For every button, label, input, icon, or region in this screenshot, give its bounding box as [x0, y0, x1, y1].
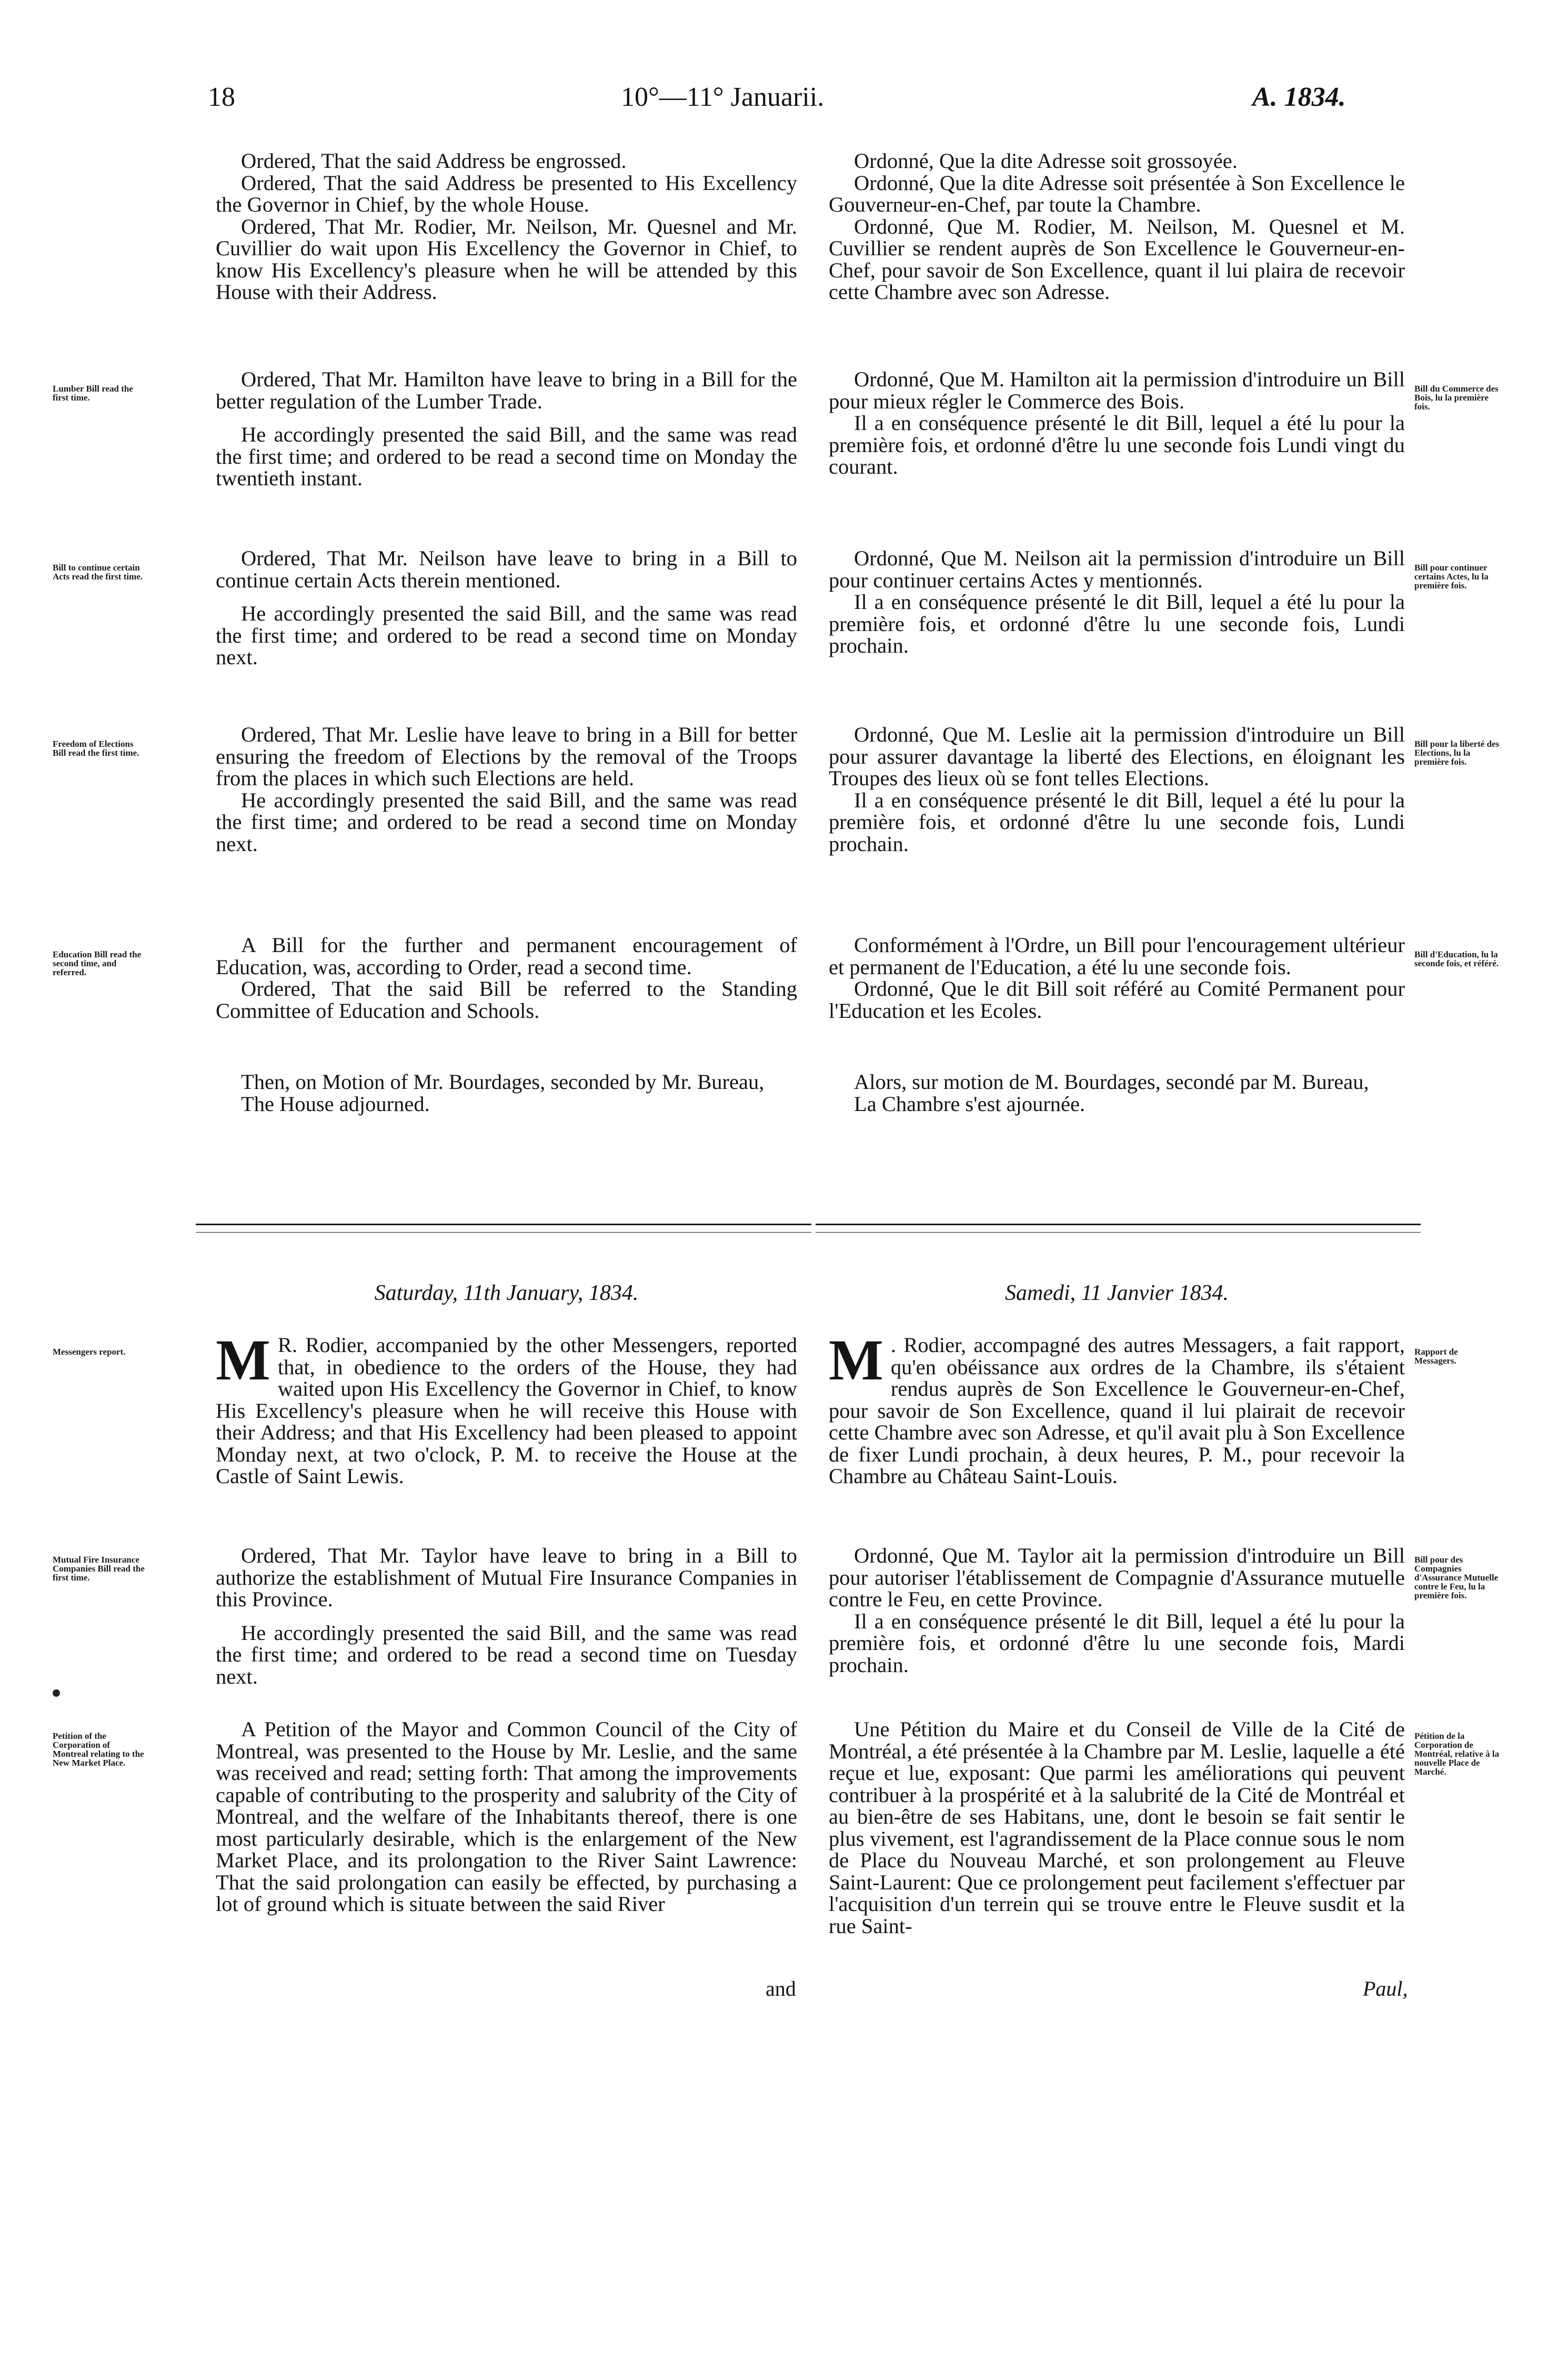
fr-paragraph: Ordonné, Que M. Leslie ait la permission d'introduire un Bill pour assurer davantage la liberté des Elections, en éloignant les Troupes des lieux où se font telles Elections.: [829, 723, 1405, 790]
fr-block-fire-insurance: [829, 1545, 1405, 1676]
margin-note-right: Bill pour des Compagnies d'Assurance Mutuelle contre le Feu, lu la première fois.: [1414, 1555, 1499, 1600]
fr-block-elections: [829, 724, 1405, 855]
fr-block-education: [829, 934, 1405, 1022]
fr-catchword: Paul,: [1363, 1977, 1408, 2000]
fr-block-adjourn: [829, 1071, 1405, 1115]
margin-note-right: Bill d'Education, lu la seconde fois, et référé.: [1414, 949, 1499, 968]
en-paragraph: Ordered, That the said Address be engrossed.: [241, 149, 627, 173]
en-block-address: [216, 150, 797, 303]
fr-paragraph: Il a en conséquence présenté le dit Bill, lequel a été lu pour la première fois, et ordonné d'être lu une seconde fois, Lundi prochain.: [829, 590, 1405, 657]
en-paragraph: Ordered, That Mr. Taylor have leave to bring in a Bill to authorize the establishment of Mutual Fire Insurance Companies in this Province.: [216, 1544, 797, 1611]
en-paragraph: Ordered, That the said Bill be referred to the Standing Committee of Education and Schools.: [216, 977, 797, 1023]
fr-paragraph: Alors, sur motion de M. Bourdages, secondé par M. Bureau,: [854, 1070, 1369, 1094]
page-number: 18: [208, 82, 235, 112]
en-block-continue-acts: [216, 547, 797, 668]
en-block-adjourn: [216, 1071, 797, 1115]
fr-paragraph: Ordonné, Que la dite Adresse soit présentée à Son Excellence le Gouverneur-en-Chef, par toute la Chambre.: [829, 171, 1405, 216]
en-paragraph: R. Rodier, accompanied by the other Messengers, reported that, in obedience to the orders of the House, they had waited upon His Excellency the Governor in Chief, to know His Excellency's pleasure when he will receive this House with their Address; and that His Excellency had been pleased to appoint Monday next, at two o'clock, P. M. to receive the House at the Castle of Saint Lewis.: [216, 1333, 797, 1488]
running-year: A. 1834.: [1252, 82, 1346, 112]
margin-note-right: Bill pour la liberté des Elections, lu la première fois.: [1414, 739, 1500, 767]
section-rule: [196, 1224, 811, 1233]
en-paragraph: He accordingly presented the said Bill, and the same was read the first time; and ordered to be read a second time on Tuesday next.: [216, 1620, 797, 1688]
fr-paragraph: Une Pétition du Maire et du Conseil de Ville de la Cité de Montréal, a été présentée à la Chambre par M. Leslie, laquelle a été reçue et lue, exposant: Que parmi les améliorations qui peuvent contribuer à la prospérité et à la salubrité de la Cité de Montréal et au bien-être de ses Habitans, une, dont le besoin se fait sentir le plus vivement, est l'agrandissement de la Place connue sous le nom de Place du Nouveau Marché, et son prolongement au Fleuve Saint-Laurent: Que ce prolongement peut facilement s'effectuer par l'acquisition d'un terrein qui se trouve entre le Fleuve susdit et la rue Saint-: [829, 1717, 1405, 1938]
en-block-lumber: [216, 368, 797, 489]
en-block-elections: [216, 724, 797, 855]
margin-note-right: Rapport de Messagers.: [1414, 1347, 1458, 1366]
en-paragraph: Ordered, That Mr. Rodier, Mr. Neilson, Mr. Quesnel and Mr. Cuvillier do wait upon His Excellency the Governor in Chief, to know His Excellency's pleasure when he will be attended by this House with their Address.: [216, 214, 797, 304]
en-paragraph: Ordered, That Mr. Hamilton have leave to bring in a Bill for the better regulation of the Lumber Trade.: [216, 367, 797, 413]
fr-paragraph: Ordonné, Que M. Rodier, M. Neilson, M. Quesnel et M. Cuvillier se rendent auprès de Son Excellence le Gouverneur-en-Chef, pour savoir de Son Excellence, quant il lui plaira de recevoir cette Chambre avec son Adresse.: [829, 214, 1405, 304]
en-paragraph: Then, on Motion of Mr. Bourdages, seconded by Mr. Bureau,: [241, 1070, 765, 1094]
fr-paragraph: Ordonné, Que le dit Bill soit référé au Comité Permanent pour l'Education et les Ecoles.: [829, 977, 1405, 1023]
margin-note-left: Mutual Fire Insurance Companies Bill read the first time.: [53, 1555, 145, 1583]
fr-paragraph: Il a en conséquence présenté le dit Bill, lequel a été lu pour la première fois, et ordonné d'être lu une seconde fois Lundi vingt du courant.: [829, 411, 1405, 478]
en-paragraph: He accordingly presented the said Bill, and the same was read the first time; and ordered to be read a second time on Monday the twentieth instant.: [216, 423, 797, 490]
margin-note-left: Education Bill read the second time, and referred.: [53, 949, 142, 977]
en-paragraph: He accordingly presented the said Bill, and the same was read the first time; and ordered to be read a second time on Monday next.: [216, 788, 797, 856]
running-date: 10°—11° Januarii.: [621, 82, 825, 112]
en-block-petition: [216, 1718, 797, 1915]
page-header: [0, 82, 1568, 129]
en-paragraph: A Bill for the further and permanent encouragement of Education, was, according to Order, read a second time.: [216, 933, 797, 979]
margin-note-right: Bill du Commerce des Bois, lu la première fois.: [1414, 384, 1499, 412]
ink-mark: [53, 1689, 60, 1697]
fr-paragraph: Ordonné, Que M. Hamilton ait la permission d'introduire un Bill pour mieux régler le Commerce des Bois.: [829, 367, 1405, 413]
margin-note-right: Bill pour continuer certains Actes, lu la première fois.: [1414, 563, 1489, 591]
margin-note-left: Bill to continue certain Acts read the first time.: [53, 563, 143, 582]
fr-paragraph: Il a en conséquence présenté le dit Bill, lequel a été lu pour la première fois, et ordonné d'être lu une seconde fois, Lundi prochain.: [829, 788, 1405, 856]
fr-block-lumber: [829, 368, 1405, 478]
en-block-fire-insurance: [216, 1545, 797, 1687]
fr-block-continue-acts: [829, 547, 1405, 657]
margin-note-right: Pétition de la Corporation de Montréal, relative à la nouvelle Place de Marché.: [1414, 1731, 1500, 1777]
en-catchword: and: [766, 1977, 796, 2000]
fr-paragraph: La Chambre s'est ajournée.: [854, 1092, 1085, 1116]
fr-block-address: [829, 150, 1405, 303]
en-paragraph: Ordered, That Mr. Leslie have leave to bring in a Bill for better ensuring the freedom of Elections by the removal of the Troops from the places in which such Elections are held.: [216, 723, 797, 790]
section-rule: [816, 1224, 1421, 1233]
margin-note-left: Freedom of Elections Bill read the first time.: [53, 739, 139, 758]
en-paragraph: The House adjourned.: [241, 1092, 430, 1116]
margin-note-left: Lumber Bill read the first time.: [53, 384, 133, 403]
drop-cap: M: [216, 1328, 270, 1392]
en-block-messengers: [216, 1328, 797, 1488]
fr-paragraph: . Rodier, accompagné des autres Messagers, a fait rapport, qu'en obéissance aux ordres de la Chambre, ils s'étaient rendus auprès de Son Excellence le Gouverneur-en-Chef, pour savoir de Son Excellence, quand il lui plairait de recevoir cette Chambre avec son Adresse, et qu'il avait plu à Son Excellence de fixer Lundi prochain, à deux heures, P. M., pour recevoir la Chambre au Château Saint-Louis.: [829, 1333, 1405, 1488]
fr-paragraph: Ordonné, Que M. Neilson ait la permission d'introduire un Bill pour continuer certains Actes y mentionnés.: [829, 546, 1405, 592]
fr-block-petition: [829, 1718, 1405, 1937]
en-block-education: [216, 934, 797, 1022]
en-paragraph: A Petition of the Mayor and Common Council of the City of Montreal, was presented to the House by Mr. Leslie, and the same was received and read; setting forth: That among the improvements capable of contributing to the prosperity and salubrity of the City of Montreal, and the welfare of the Inhabitants thereof, there is one most particularly desirable, which is the enlargement of the New Market Place, and its prolongation to the River Saint Lawrence: That the said prolongation can easily be effected, by purchasing a lot of ground which is situate between the said River: [216, 1717, 797, 1916]
fr-dateline: Samedi, 11 Janvier 1834.: [1005, 1281, 1229, 1305]
en-dateline: Saturday, 11th January, 1834.: [374, 1281, 639, 1305]
drop-cap: M: [829, 1328, 883, 1392]
fr-paragraph: Ordonné, Que la dite Adresse soit grossoyée.: [854, 149, 1238, 173]
en-paragraph: Ordered, That the said Address be presented to His Excellency the Governor in Chief, by the whole House.: [216, 171, 797, 216]
fr-paragraph: Ordonné, Que M. Taylor ait la permission d'introduire un Bill pour autoriser l'établissement de Compagnie d'Assurance mutuelle contre le Feu, en cette Province.: [829, 1544, 1405, 1611]
margin-note-left: Petition of the Corporation of Montreal relating to the New Market Place.: [53, 1731, 144, 1768]
fr-paragraph: Il a en conséquence présenté le dit Bill, lequel a été lu pour la première fois, et ordonné d'être lu une seconde fois, Mardi prochain.: [829, 1609, 1405, 1677]
fr-block-messengers: [829, 1328, 1405, 1488]
en-paragraph: He accordingly presented the said Bill, and the same was read the first time; and ordered to be read a second time on Monday next.: [216, 602, 797, 669]
margin-note-left: Messengers report.: [53, 1347, 126, 1357]
en-paragraph: Ordered, That Mr. Neilson have leave to bring in a Bill to continue certain Acts therein mentioned.: [216, 546, 797, 592]
fr-paragraph: Conformément à l'Ordre, un Bill pour l'encouragement ultérieur et permanent de l'Education, a été lu une seconde fois.: [829, 933, 1405, 979]
